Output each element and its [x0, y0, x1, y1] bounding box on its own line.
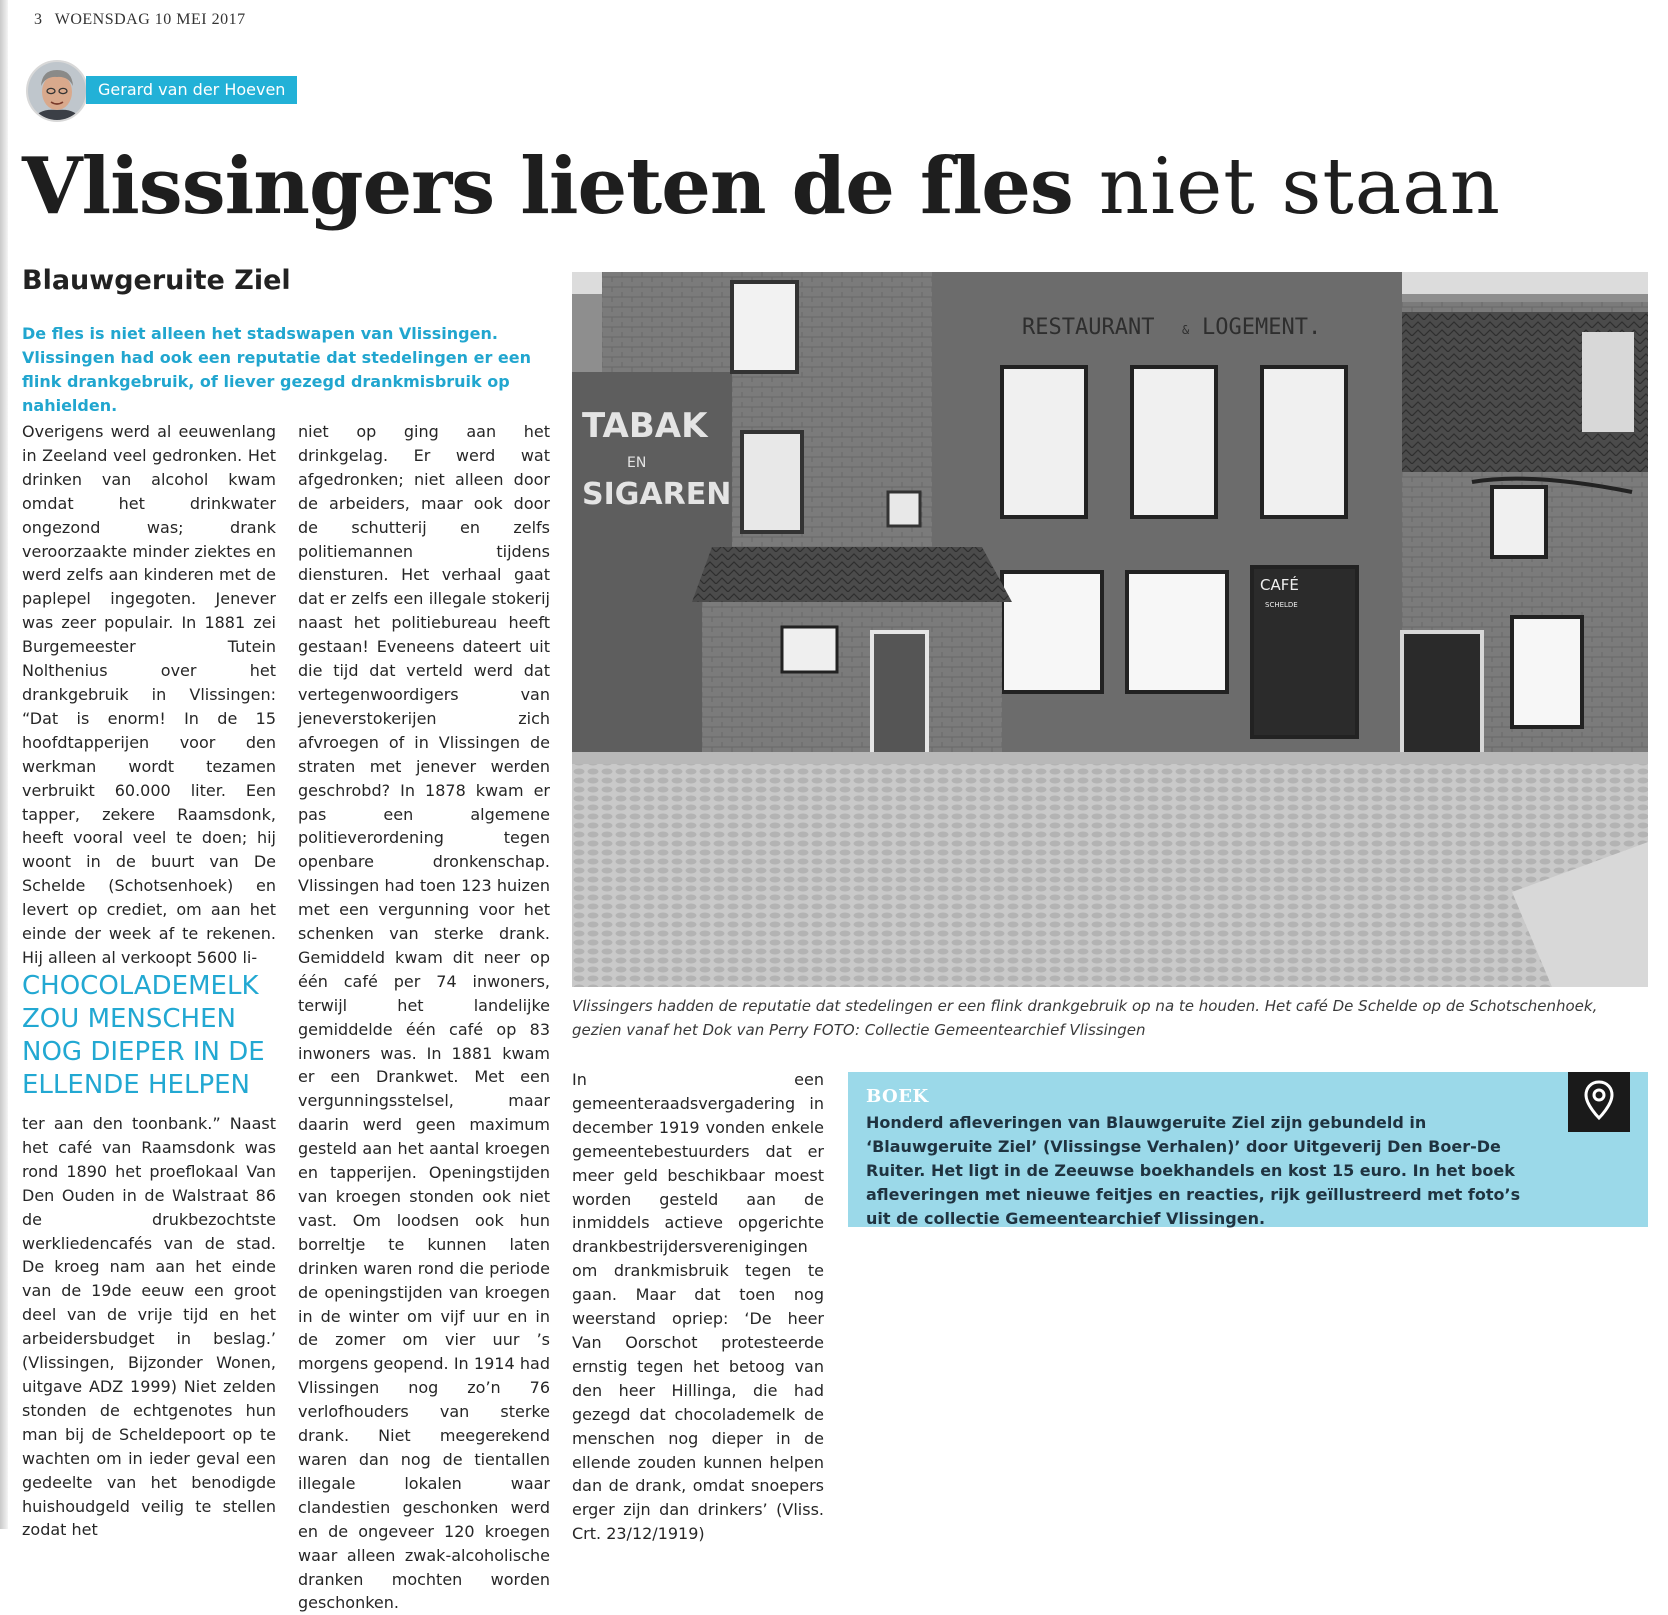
book-box-title: BOEK — [866, 1086, 929, 1107]
article-photo — [572, 272, 1648, 987]
issue-date: WOENSDAG 10 MEI 2017 — [54, 11, 246, 28]
headline-bold: Vlissingers lieten de fles — [22, 141, 1073, 232]
street-scene-photo — [572, 272, 1648, 987]
sign-en: EN — [627, 455, 647, 471]
headline — [22, 132, 1501, 242]
location-pin-icon — [1568, 1072, 1630, 1132]
photo-caption: Vlissingers hadden de reputatie dat stedelingen er een flink drankgebruik op na te houden. Het café De Schelde op de Schotschenhoek, gezien vanaf het Dok van Perry FOTO: Collectie Gemeentearchief Vlissingen — [572, 997, 1598, 1039]
sign-amp: & — [1182, 323, 1190, 337]
headline-light: niet staan — [1098, 142, 1501, 232]
running-header — [34, 11, 254, 29]
sign-logement: LOGEMENT. — [1202, 315, 1322, 340]
body-column-1-top — [22, 420, 276, 970]
book-box-text: Honderd afleveringen van Blauwgeruite Ziel zijn gebundeld in ‘Blauwgeruite Ziel’ (Vlissingse Verhalen)’ door Uitgeverij Den Boer-De Ruiter. Het ligt in de Zeeuwse boekhandels en kost 15 euro. In het boek afleveringen met nieuwe feitjes en reacties, rijk geïllustreerd met foto’s uit de collectie Gemeentearchief Vlissingen. — [866, 1113, 1521, 1228]
body-text: Overigens werd al eeuwenlang in Zeeland veel gedronken. Het drinken van alcohol kwam omdat het drinkwater ongezond was; drank veroorzaakte minder ziektes en werd zelfs aan kinderen met de paplepel ingegoten. Jenever was zeer populair. In 1881 zei Burgemeester Tutein Nolthenius over het drankgebruik in Vlissingen: “Dat is enorm! In de 15 hoofdtapperijen voor den werkman wordt tezamen verbruikt 60.000 liter. Een tapper, zekere Raamsdonk, heeft vooral veel te doen; hij woont in de buurt van De Schelde (Schotsenhoek) en levert op crediet, om aan het einde der week af te rekenen. Hij alleen al verkoopt 5600 li- — [22, 422, 276, 967]
sign-schelde: SCHELDE — [1265, 601, 1298, 609]
body-column-1-bottom — [22, 1112, 276, 1542]
sign-cafe: CAFÉ — [1260, 576, 1299, 594]
body-column-3 — [572, 1068, 824, 1546]
pull-quote: CHOCOLADEMELK ZOU MENSCHEN NOG DIEPER IN DE ELLENDE HELPEN — [22, 971, 265, 1100]
body-text: In een gemeenteraadsvergadering in december 1919 vonden enkele gemeentebestuurders dat er meer geld beschikbaar moest worden gesteld aan de inmiddels actieve opgerichte drankbestrijdersverenigingen om drankmisbruik tegen te gaan. Maar dat toen nog weerstand opriep: ‘De heer Van Oorschot protesteerde ernstig tegen het betoog van den heer Hillinga, die had gezegd dat chocolademelk de menschen nog dieper in de ellende zouden kunnen helpen dan de drank, omdat snoepers erger zijn dan drinkers’ (Vliss. Crt. 23/12/1919) — [572, 1070, 824, 1544]
body-column-2 — [298, 420, 550, 1615]
page-number: 3 — [34, 11, 43, 28]
author-avatar — [26, 60, 88, 122]
lead-paragraph: De fles is niet alleen het stadswapen van Vlissingen. Vlissingen had ook een reputatie dat stedelingen er een flink drankgebruik, of liever gezegd drankmisbruik op nahielden. — [22, 324, 532, 415]
sign-sigaren: SIGAREN — [582, 477, 732, 512]
body-text: ter aan den toonbank.” Naast het café van Raamsdonk was rond 1890 het proeflokaal Van Den Ouden in de Walstraat 86 de drukbezochtste werkliedencafés van de stad. De kroeg nam aan het einde van de 19de eeuw een groot deel van de vrije tijd en het arbeidersbudget in beslag.’ (Vlissingen, Bijzonder Wonen, uitgave ADZ 1999) Niet zelden stonden de echtgenotes hun man bij de Scheldepoort op te wachten om in ieder geval een gedeelte van het benodigde huishoudgeld veilig te stellen zodat het — [22, 1114, 276, 1540]
sign-restaurant: RESTAURANT — [1022, 315, 1155, 340]
page-edge — [0, 0, 8, 1529]
book-info-box — [848, 1072, 1648, 1227]
sign-tabak: TABAK — [582, 406, 708, 446]
author-portrait-icon — [28, 62, 86, 120]
author-name-tag: Gerard van der Hoeven — [86, 76, 297, 104]
body-text: niet op ging aan het drinkgelag. Er werd wat afgedronken; niet alleen door de arbeiders, maar ook door de schutterij en zelfs politiemannen tijdens diensturen. Het verhaal gaat dat er zelfs een illegale stokerij naast het politiebureau heeft gestaan! Eveneens dateert uit die tijd dat verteld werd dat vertegenwoordigers van jeneverstokerijen zich afvroegen of in Vlissingen de straten met jenever werden geschrobd? In 1878 kwam er pas een algemene politieverordening tegen openbare dronkenschap. Vlissingen had toen 123 huizen met een vergunning voor het schenken van sterke drank. Gemiddeld kwam dit neer op één café per 74 inwoners, terwijl het landelijke gemiddelde één café op 83 inwoners was. In 1881 kwam er een Drankwet. Met een vergunningsstelsel, maar daarin werd geen maximum gesteld aan het aantal kroegen en tapperijen. Openingstijden van kroegen stonden ook niet vast. Om loodsen ook hun borreltje te kunnen laten drinken waren rond die periode de openingstijden van kroegen in de winter om vijf uur en in de zomer om vier uur ’s morgens geopend. In 1914 had Vlissingen nog zo’n 76 verlofhouders van sterke drank. Niet meegerekend waren dan nog de tientallen illegale lokalen waar clandestien geschonken werd en de ongeveer 120 kroegen waar alleen zwak-alcoholische dranken mochten worden geschonken. — [298, 422, 550, 1613]
rubric-title: Blauwgeruite Ziel — [22, 265, 291, 296]
